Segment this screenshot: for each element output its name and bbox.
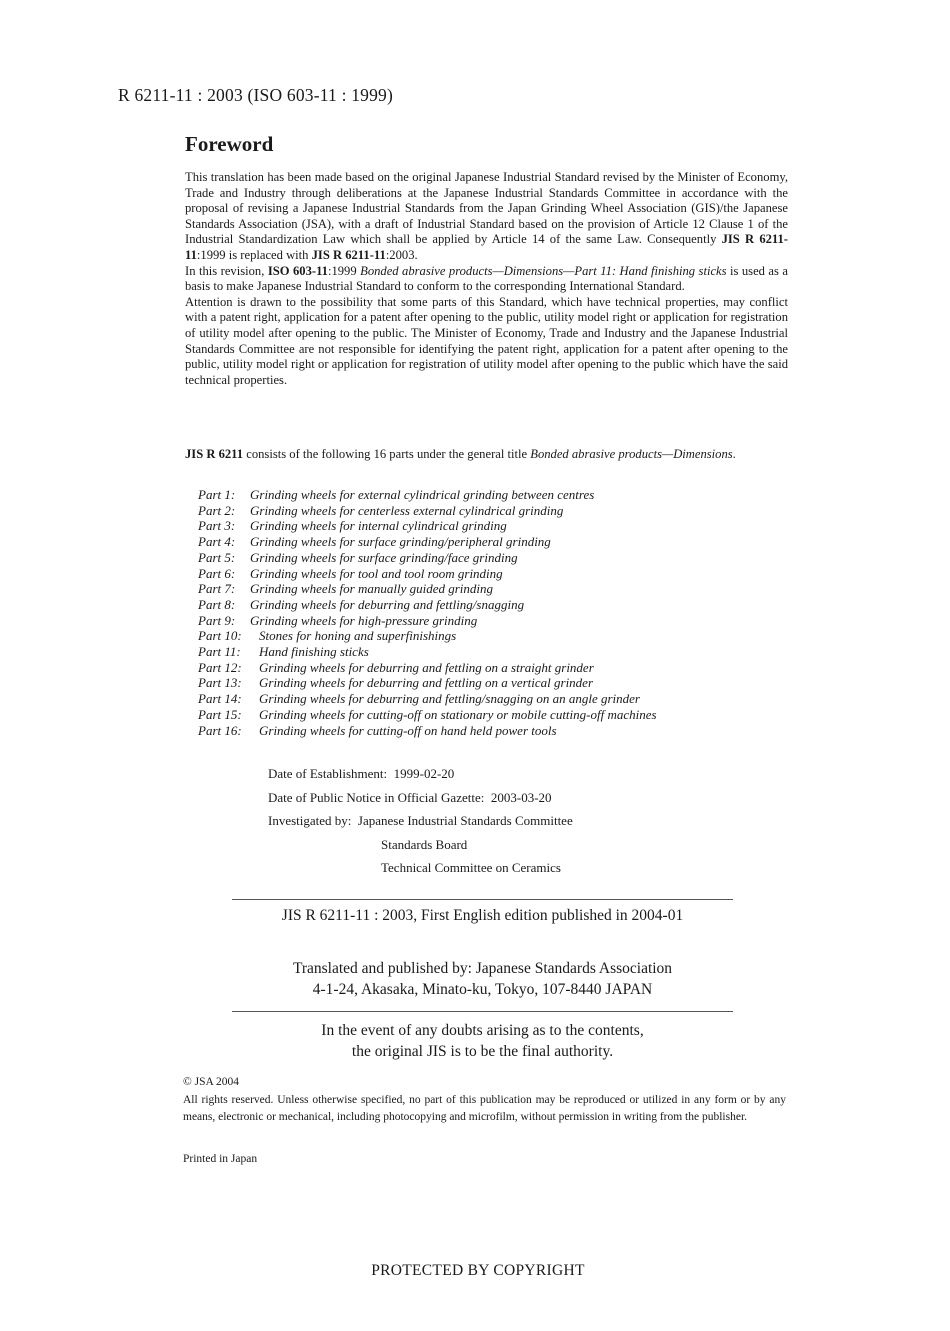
foreword-paragraph-2: In this revision, ISO 603-11:1999 Bonded abrasive products—Dimensions—Part 11: Hand finishing sticks is used as a basis to make Japanese Industrial Standard to conform to the corresponding International Standard. (185, 263, 788, 294)
document-id-header: R 6211-11 : 2003 (ISO 603-11 : 1999) (118, 85, 394, 105)
list-item: Part 8: Grinding wheels for deburring and fettling/snagging (198, 596, 525, 612)
old-standard-ref: JIS R 6211-11 (185, 232, 789, 262)
foreword-title: Foreword (185, 132, 274, 156)
standards-board: Standards Board (381, 836, 468, 852)
edition-line: JIS R 6211-11 : 2003, First English edition published in 2004-01 (281, 907, 684, 924)
copyright-symbol-line: © JSA 2004 (183, 1076, 240, 1088)
list-item: Part 5: Grinding wheels for surface grinding/face grinding (198, 549, 518, 565)
list-item: Part 7: Grinding wheels for manually guided grinding (198, 581, 494, 597)
date-of-public-notice: Date of Public Notice in Official Gazette: 2003-03-20 (268, 789, 552, 805)
publisher-line: Translated and published by: Japanese Standards Association (292, 960, 673, 977)
copyright-block (183, 1074, 786, 1127)
protected-footer: PROTECTED BY COPYRIGHT (371, 1262, 585, 1279)
list-item: Part 3: Grinding wheels for internal cylindrical grinding (198, 518, 507, 534)
publisher-address: 4-1-24, Akasaka, Minato-ku, Tokyo, 107-8440 JAPAN (312, 981, 653, 998)
publisher-block (232, 958, 733, 1000)
foreword-paragraph-1: This translation has been made based on the original Japanese Industrial Standard revised by the Minister of Economy, Trade and Industry through deliberations at the Japanese Industrial Standards Committee in accordance with the proposal of revising a Japanese Industrial Standards from the Japan Grinding Wheel Association (GIS)/the Japanese Standards Association (JSA), with a draft of Industrial Standard based on the provision of Article 12 Clause 1 of the Industrial Standardization Law which shall be applied by Article 14 of the same Law. Consequently JIS R 6211-11:1999 is replaced with JIS R 6211-11:2003. (185, 170, 789, 262)
list-item: Part 9: Grinding wheels for high-pressure grinding (198, 612, 478, 628)
list-item: Part 12: Grinding wheels for deburring and fettling on a straight grinder (198, 659, 594, 675)
list-item: Part 4: Grinding wheels for surface grinding/peripheral grinding (198, 534, 551, 550)
technical-committee: Technical Committee on Ceramics (381, 860, 561, 875)
general-title: Bonded abrasive products—Dimensions (530, 447, 733, 461)
list-item: Part 10: Stones for honing and superfinishings (198, 628, 457, 644)
parts-list (198, 487, 657, 738)
iso-standard-ref: ISO 603-11 (267, 263, 328, 278)
divider (232, 899, 733, 900)
date-of-establishment: Date of Establishment: 1999-02-20 (268, 766, 455, 781)
list-item: Part 14: Grinding wheels for deburring and fettling/snagging on an angle grinder (198, 691, 640, 707)
rights-reserved-text: All rights reserved. Unless otherwise specified, no part of this publication may be reproduced or utilized in any form or by any means, electronic or mechanical, including photocopying and microfilm, without permission in writing from the publisher. (183, 1093, 786, 1123)
list-item: Part 15: Grinding wheels for cutting-off on stationary or mobile cutting-off machines (198, 706, 657, 722)
list-item: Part 1: Grinding wheels for external cylindrical grinding between centres (198, 487, 595, 502)
foreword-paragraph-3: Attention is drawn to the possibility that some parts of this Standard, which have technical properties, may conflict with a patent right, application for a patent after opening to the public, utility model right or application for registration of utility model after opening to the public. The Minister of Economy, Trade and Industry and the Japanese Industrial Standards Committee are not responsible for identifying the patent right, application for a patent after opening to the public, utility model right or application for registration of utility model after opening to the public which have the said technical properties. (185, 294, 788, 387)
list-item: Part 11: Hand finishing sticks (198, 644, 369, 660)
printed-in: Printed in Japan (183, 1153, 258, 1165)
standard-ref: JIS R 6211 (185, 447, 244, 461)
list-item: Part 16: Grinding wheels for cutting-off on hand held power tools (198, 722, 557, 738)
new-standard-ref: JIS R 6211-11 (311, 247, 386, 262)
iso-standard-title: Bonded abrasive products—Dimensions—Part 11: Hand finishing sticks (360, 263, 727, 278)
list-item: Part 6: Grinding wheels for tool and tool room grinding (198, 565, 503, 581)
list-item: Part 2: Grinding wheels for centerless external cylindrical grinding (198, 502, 564, 518)
investigated-by: Investigated by: Japanese Industrial Standards Committee (268, 813, 573, 828)
authority-notice: In the event of any doubts arising as to the contents, the original JIS is to be the final authority. (321, 1022, 644, 1060)
dates-block (268, 762, 573, 880)
list-item: Part 13: Grinding wheels for deburring and fettling on a vertical grinder (198, 675, 594, 691)
parts-intro-paragraph: JIS R 6211 consists of the following 16 parts under the general title Bonded abrasive products—Dimensions. (185, 447, 736, 461)
foreword-body (185, 170, 788, 388)
divider (232, 1011, 733, 1012)
